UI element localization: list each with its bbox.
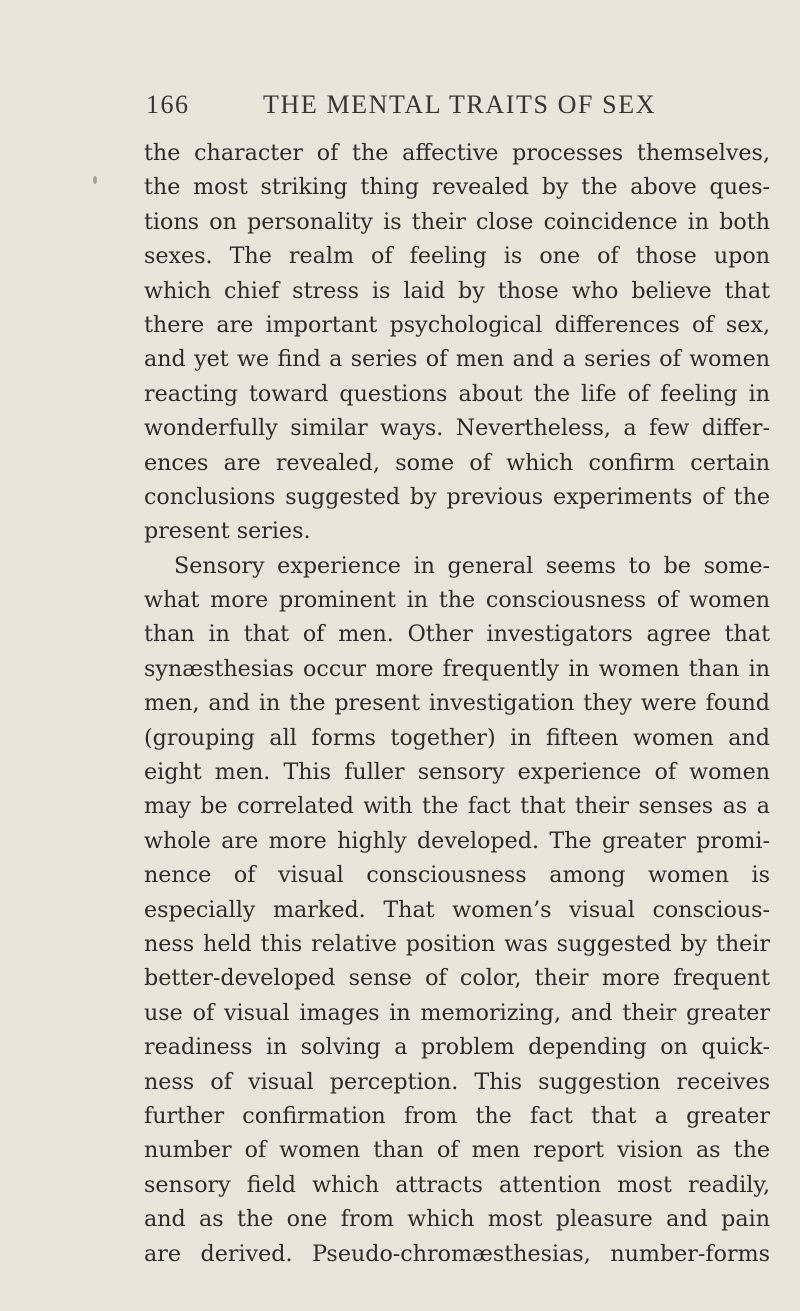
text-line: further confirmation from the fact that a greater xyxy=(144,1102,770,1129)
text-line: nence of visual consciousness among women is xyxy=(144,862,770,889)
text-line: whole are more highly developed. The greater promi- xyxy=(144,827,770,854)
text-line: reacting toward questions about the life of feeling in xyxy=(144,380,770,407)
text-line: and as the one from which most pleasure and pain xyxy=(144,1206,770,1233)
page-number: 166 xyxy=(146,90,190,119)
text-line-paragraph-start: Sensory experience in general seems to be some- xyxy=(174,552,770,579)
text-line: better-developed sense of color, their more frequent xyxy=(144,965,770,992)
text-line: are derived. Pseudo-chromæsthesias, number-forms xyxy=(144,1240,770,1267)
text-line: than in that of men. Other investigators agree that xyxy=(144,621,770,648)
text-line: what more prominent in the consciousness of women xyxy=(144,587,770,614)
text-line: readiness in solving a problem depending on quick- xyxy=(144,1034,770,1061)
text-line: ences are revealed, some of which confirm certain xyxy=(144,449,770,476)
print-smudge xyxy=(93,176,97,184)
text-line-paragraph-end: present series. xyxy=(144,518,311,545)
text-line: ness held this relative position was suggested by their xyxy=(144,930,770,957)
text-line: ness of visual perception. This suggestion receives xyxy=(144,1068,770,1095)
text-line: eight men. This fuller sensory experience of women xyxy=(144,759,770,786)
text-line: there are important psychological differences of sex, xyxy=(144,311,770,338)
running-title: THE MENTAL TRAITS OF SEX xyxy=(263,90,657,119)
body-text xyxy=(144,136,770,1271)
text-line: especially marked. That women’s visual conscious- xyxy=(144,896,770,923)
text-line: the character of the affective processes themselves, xyxy=(144,140,770,166)
text-line: number of women than of men report vision as the xyxy=(144,1137,770,1164)
text-line: and yet we find a series of men and a series of women xyxy=(144,346,770,373)
text-line: sexes. The realm of feeling is one of those upon xyxy=(144,243,770,270)
text-line: tions on personality is their close coincidence in both xyxy=(144,208,770,235)
text-line: (grouping all forms together) in fifteen women and xyxy=(144,724,770,751)
text-line: men, and in the present investigation they were found xyxy=(144,690,770,717)
text-line: use of visual images in memorizing, and their greater xyxy=(144,999,770,1026)
text-line: sensory field which attracts attention most readily, xyxy=(144,1171,770,1198)
text-line: the most striking thing revealed by the above ques- xyxy=(144,174,770,201)
text-line: may be correlated with the fact that their senses as a xyxy=(144,793,770,820)
text-line: wonderfully similar ways. Nevertheless, a few differ- xyxy=(144,415,770,442)
running-head xyxy=(146,90,776,124)
text-line: which chief stress is laid by those who believe that xyxy=(144,277,770,304)
text-line: conclusions suggested by previous experiments of the xyxy=(144,483,770,510)
text-line: synæsthesias occur more frequently in women than in xyxy=(144,655,770,682)
